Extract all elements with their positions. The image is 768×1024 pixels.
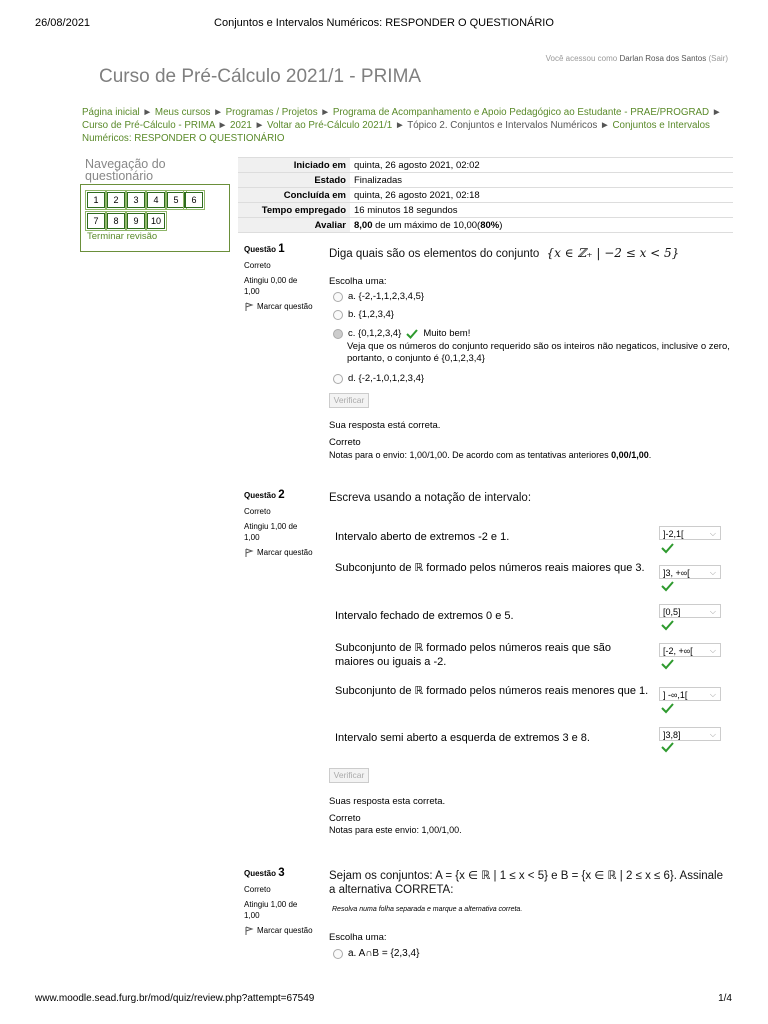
flag-question-button[interactable] xyxy=(244,301,324,312)
interval-answer-select[interactable] xyxy=(659,526,721,540)
quiz-nav-button-5[interactable]: 5 xyxy=(167,192,185,208)
breadcrumb-separator: ► xyxy=(395,120,405,131)
radio-button[interactable] xyxy=(333,292,343,302)
question-1-text xyxy=(329,246,679,260)
checkmark-icon xyxy=(661,543,674,554)
interval-item-stem: Subconjunto de ℝ formado pelos números reais maiores que 3. xyxy=(335,562,645,574)
question-status: Correto xyxy=(244,507,271,516)
flag-icon xyxy=(244,926,254,936)
flag-icon xyxy=(244,302,254,312)
flag-label: Marcar questão xyxy=(257,926,313,935)
summary-key: Avaliar xyxy=(238,218,350,233)
flag-label: Marcar questão xyxy=(257,548,313,557)
checkmark-icon xyxy=(406,329,418,339)
radio-button[interactable] xyxy=(333,374,343,384)
radio-button[interactable] xyxy=(333,949,343,959)
question-text: Diga quais são os elementos do conjunto xyxy=(329,248,540,260)
summary-key: Estado xyxy=(238,173,350,188)
option-label: c. {0,1,2,3,4} xyxy=(348,328,402,339)
quiz-nav-button-9[interactable]: 9 xyxy=(127,213,145,229)
chevron-down-icon: ⌵ xyxy=(709,646,716,655)
page-title: Curso de Pré-Cálculo 2021/1 - PRIMA xyxy=(99,66,422,87)
notes-text: Notas para o envio: 1,00/1,00. De acordo com as tentativas anteriores xyxy=(329,450,612,460)
chevron-down-icon: ⌵ xyxy=(709,568,716,577)
q3-option-a[interactable] xyxy=(333,948,419,959)
breadcrumb-my-courses[interactable]: Meus cursos xyxy=(154,107,211,118)
question-3-text: Sejam os conjuntos: A = {x ∈ ℝ | 1 ≤ x < 5} e B = {x ∈ ℝ | 2 ≤ x ≤ 6}. Assinale a alternativa CORRETA: xyxy=(329,870,723,896)
select-value: ]-2,1[ xyxy=(663,529,684,539)
option-label: b. {1,2,3,4} xyxy=(348,309,394,320)
grade-notes xyxy=(329,450,651,460)
question-number: 1 xyxy=(278,243,285,255)
question-status: Correto xyxy=(244,261,271,270)
checkmark-icon xyxy=(661,581,674,592)
finish-review-link[interactable]: Terminar revisão xyxy=(87,231,158,242)
print-url: www.moodle.sead.furg.br/mod/quiz/review.php?attempt=67549 xyxy=(35,993,315,1004)
question-2-info xyxy=(244,490,324,558)
quiz-nav-button-1[interactable]: 1 xyxy=(87,192,105,208)
interval-item-stem: Subconjunto de ℝ formado pelos números reais que são maiores ou iguais a -2. xyxy=(335,642,611,668)
attempt-summary-table xyxy=(238,157,733,233)
summary-value: quinta, 26 agosto 2021, 02:18 xyxy=(350,188,733,203)
breadcrumb-back[interactable]: Voltar ao Pré-Cálculo 2021/1 xyxy=(267,120,393,131)
chevron-down-icon: ⌵ xyxy=(709,690,716,699)
interval-answer-select[interactable] xyxy=(659,643,721,657)
summary-row xyxy=(238,173,733,188)
choose-one-label: Escolha uma: xyxy=(329,276,387,287)
correct-label: Correto xyxy=(329,813,361,824)
question-2-text: Escreva usando a notação de intervalo: xyxy=(329,492,532,504)
checkmark-icon xyxy=(661,742,674,753)
breadcrumb-program[interactable]: Programa de Acompanhamento e Apoio Pedagógico ao Estudante - PRAE/PROGRAD xyxy=(332,107,710,118)
print-page-number: 1/4 xyxy=(718,993,732,1004)
question-status: Correto xyxy=(244,885,271,894)
option-label: a. A∩B = {2,3,4} xyxy=(348,948,420,959)
breadcrumb-home[interactable]: Página inicial xyxy=(82,107,140,118)
print-date: 26/08/2021 xyxy=(35,17,91,29)
interval-item-stem: Intervalo semi aberto a esquerda de extremos 3 e 8. xyxy=(335,732,590,744)
q1-option-b[interactable] xyxy=(333,309,394,320)
question-3-info xyxy=(244,868,324,936)
print-title: Conjuntos e Intervalos Numéricos: RESPONDER O QUESTIONÁRIO xyxy=(214,17,554,29)
radio-button[interactable] xyxy=(333,310,343,320)
summary-value: 16 minutos 18 segundos xyxy=(350,203,733,218)
breadcrumb-separator: ► xyxy=(254,120,265,131)
summary-row xyxy=(238,158,733,173)
question-1-info xyxy=(244,244,324,312)
quiz-nav-button-7[interactable]: 7 xyxy=(87,213,105,229)
verify-button[interactable]: Verificar xyxy=(329,393,369,408)
notes-end: . xyxy=(648,450,652,460)
answer-result: Suas resposta esta correta. xyxy=(329,796,446,807)
question-score: Atingiu 1,00 de 1,00 xyxy=(244,522,298,542)
summary-row xyxy=(238,203,733,218)
summary-key: Tempo empregado xyxy=(238,203,350,218)
login-info xyxy=(546,54,728,63)
breadcrumb-separator: ► xyxy=(142,107,153,118)
flag-question-button[interactable] xyxy=(244,925,324,936)
quiz-nav-button-3[interactable]: 3 xyxy=(127,192,145,208)
set-expression: {x ∈ ℤ₊ | −2 ≤ x < 5} xyxy=(546,246,680,260)
question-label: Questão xyxy=(244,491,277,500)
breadcrumb-current[interactable]: Conjuntos e Intervalos Numéricos: RESPONDER O QUESTIONÁRIO xyxy=(82,120,710,144)
flag-icon xyxy=(244,548,254,558)
breadcrumb-programs[interactable]: Programas / Projetos xyxy=(225,107,318,118)
select-value: ]3, +∞[ xyxy=(663,568,690,578)
option-label: d. {-2,-1,0,1,2,3,4} xyxy=(348,373,425,384)
grade-close: ) xyxy=(499,219,503,231)
flag-question-button[interactable] xyxy=(244,547,324,558)
grade-score: 8,00 xyxy=(354,219,373,231)
question-hint: Resolva numa folha separada e marque a alternativa correta. xyxy=(332,906,523,913)
select-value: [-2, +∞[ xyxy=(663,646,693,656)
checkmark-icon xyxy=(661,703,674,714)
logout-link[interactable]: (Sair) xyxy=(708,54,728,63)
summary-row-grade xyxy=(238,218,733,233)
summary-row xyxy=(238,188,733,203)
interval-item-stem: Intervalo fechado de extremos 0 e 5. xyxy=(335,610,514,622)
summary-value: Finalizadas xyxy=(350,173,733,188)
breadcrumb-separator: ► xyxy=(711,107,722,118)
interval-item-stem: Intervalo aberto de extremos -2 e 1. xyxy=(335,531,510,543)
question-label: Questão xyxy=(244,869,277,878)
interval-item-stem: Subconjunto de ℝ formado pelos números reais menores que 1. xyxy=(335,685,649,697)
breadcrumb-separator: ► xyxy=(320,107,331,118)
question-number: 3 xyxy=(278,867,285,879)
question-number: 2 xyxy=(278,489,285,501)
chevron-down-icon: ⌵ xyxy=(709,529,716,538)
checkmark-icon xyxy=(661,659,674,670)
option-label: a. {-2,-1,1,2,3,4,5} xyxy=(348,291,425,302)
grade-max: de um máximo de 10,00( xyxy=(372,219,481,231)
q1-option-a[interactable] xyxy=(333,291,424,302)
interval-answer-select[interactable] xyxy=(659,604,721,618)
feedback-good: Muito bem! xyxy=(423,328,471,339)
correct-label: Correto xyxy=(329,437,361,448)
user-link[interactable]: Darlan Rosa dos Santos xyxy=(619,54,707,63)
quiz-nav-button-6[interactable]: 6 xyxy=(185,192,203,208)
select-value: [0,5] xyxy=(663,607,681,617)
choose-one-label: Escolha uma: xyxy=(329,932,387,943)
breadcrumb-separator: ► xyxy=(600,120,610,131)
chevron-down-icon: ⌵ xyxy=(709,730,716,739)
select-value: ] -∞,1[ xyxy=(663,690,688,700)
radio-button-selected[interactable] xyxy=(333,329,343,339)
grade-percent: 80% xyxy=(480,219,500,231)
question-score: Atingiu 0,00 de 1,00 xyxy=(244,276,298,296)
quiz-nav-button-8[interactable]: 8 xyxy=(107,213,125,229)
chevron-down-icon: ⌵ xyxy=(709,607,716,616)
question-label: Questão xyxy=(244,245,277,254)
question-score: Atingiu 1,00 de 1,00 xyxy=(244,900,298,920)
quiz-nav-button-4[interactable]: 4 xyxy=(147,192,165,208)
select-value: ]3,8] xyxy=(663,730,681,740)
summary-key: Iniciado em xyxy=(238,158,350,173)
breadcrumb xyxy=(82,106,722,145)
q1-option-d[interactable] xyxy=(333,373,424,384)
flag-label: Marcar questão xyxy=(257,302,313,311)
breadcrumb-separator: ► xyxy=(217,120,228,131)
quiz-nav-title: Navegação do questionário xyxy=(85,157,166,183)
answer-result: Sua resposta está correta. xyxy=(329,420,441,431)
checkmark-icon xyxy=(661,620,674,631)
summary-value: quinta, 26 agosto 2021, 02:02 xyxy=(350,158,733,173)
summary-key: Concluída em xyxy=(238,188,350,203)
quiz-nav-button-10[interactable]: 10 xyxy=(147,213,165,229)
breadcrumb-separator: ► xyxy=(213,107,223,118)
summary-grade-value xyxy=(350,218,733,233)
option-feedback: Veja que os números do conjunto requerido são os inteiros não negaticos, inclusive o zero, portanto, o conjunto é {0,1,2,3,4} xyxy=(347,341,730,364)
verify-button[interactable]: Verificar xyxy=(329,768,369,783)
breadcrumb-course[interactable]: Curso de Pré-Cálculo - PRIMA xyxy=(82,120,215,131)
notes-previous-score: 0,00/1,00 xyxy=(611,450,649,460)
q1-option-c[interactable] xyxy=(333,328,470,339)
grade-notes: Notas para este envio: 1,00/1,00. xyxy=(329,825,462,835)
interval-answer-select[interactable] xyxy=(659,565,721,579)
breadcrumb-year[interactable]: 2021 xyxy=(230,120,252,131)
breadcrumb-topic[interactable]: Tópico 2. Conjuntos e Intervalos Numéricos xyxy=(407,120,598,131)
interval-answer-select[interactable] xyxy=(659,687,721,701)
quiz-nav-button-2[interactable]: 2 xyxy=(107,192,125,208)
interval-answer-select[interactable] xyxy=(659,727,721,741)
login-prefix: Você acessou como xyxy=(545,54,618,63)
